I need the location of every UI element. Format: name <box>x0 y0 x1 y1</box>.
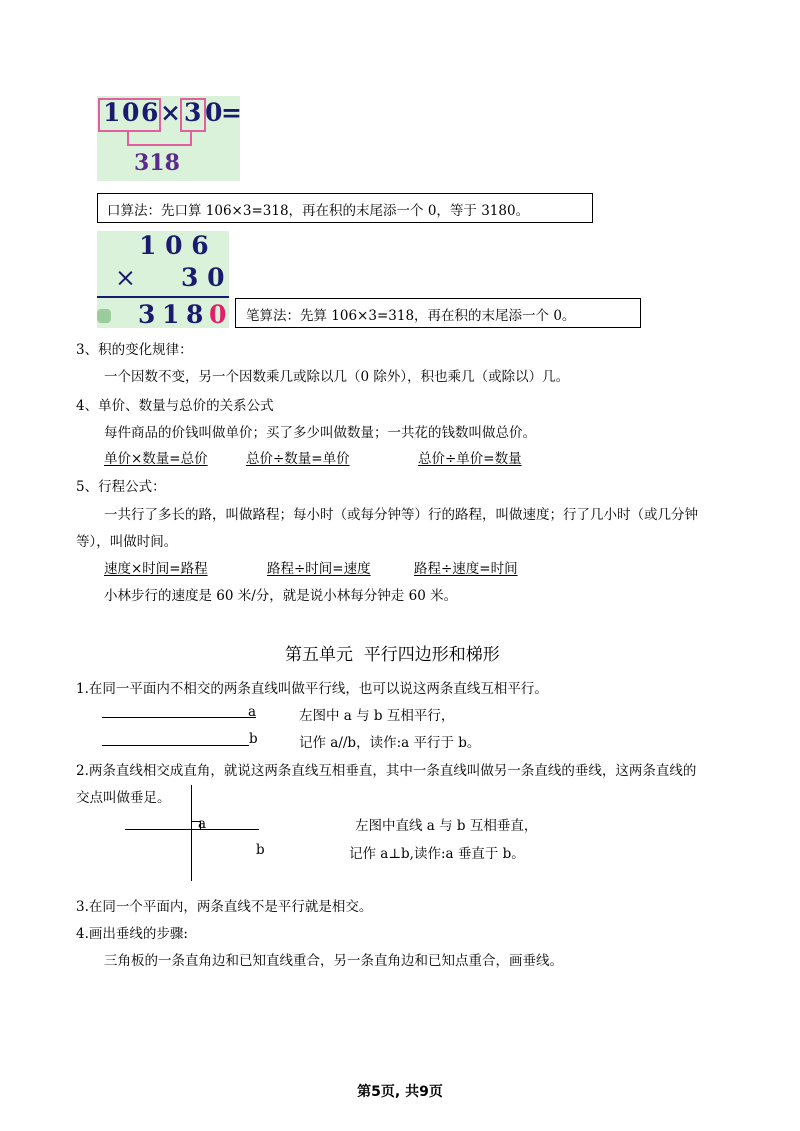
page-footer: 第5页, 共9页 <box>357 1084 443 1100</box>
partial-result: 318 <box>134 150 180 176</box>
perpendicular-definition: 交点叫做垂足。 <box>76 790 171 806</box>
parallel-notation: 记作 a//b，读作:a 平行于 b。 <box>299 735 481 751</box>
times-sign: × <box>115 263 136 292</box>
result-line <box>97 296 229 298</box>
decor-shape <box>97 309 111 323</box>
formula: 速度×时间=路程 <box>104 561 208 577</box>
label-b: b <box>249 731 258 747</box>
section-5-example: 小林步行的速度是 60 米/分，就是说小林每分钟走 60 米。 <box>104 588 458 604</box>
unit-title: 第五单元 平行四边形和梯形 <box>285 645 500 665</box>
perpendicular-line-a <box>191 785 192 881</box>
section-5-heading: 5、行程公式： <box>76 479 166 495</box>
section-5-body: 等），叫做时间。 <box>76 534 178 550</box>
label-a: a <box>248 704 257 720</box>
section-4-heading: 4、单价、数量与总价的关系公式 <box>76 398 274 414</box>
parallel-line-a <box>102 717 256 718</box>
formula: 总价÷单价=数量 <box>418 451 522 467</box>
section-4-body: 每件商品的价钱叫做单价；买了多少叫做数量；一共花的钱数叫做总价。 <box>104 425 536 441</box>
multiplier: 3 0 <box>181 263 225 292</box>
section-3-heading: 3、积的变化规律： <box>76 342 193 358</box>
digit: 3 <box>184 98 202 127</box>
steps-body: 三角板的一条直角边和已知直线重合，另一条直角边和已知点重合，画垂线。 <box>104 953 563 969</box>
formula: 路程÷时间=速度 <box>267 561 371 577</box>
multiplicand: 1 0 6 <box>139 231 209 260</box>
parallel-line-b <box>102 745 249 746</box>
bracket-connector <box>127 144 192 146</box>
digit: 0 <box>122 98 140 127</box>
perpendicular-notation: 记作 a⊥b,读作:a 垂直于 b。 <box>349 846 525 862</box>
written-calc-figure <box>97 231 229 328</box>
parallel-desc: 左图中 a 与 b 互相平行， <box>299 708 455 724</box>
perpendicular-desc: 左图中直线 a 与 b 互相垂直， <box>355 818 538 834</box>
written-method-text: 笔算法：先算 106×3=318，再在积的末尾添一个 0。 <box>246 308 576 324</box>
result-digit: 1 <box>162 300 180 329</box>
parallel-definition: 1.在同一平面内不相交的两条直线叫做平行线，也可以说这两条直线互相平行。 <box>76 681 548 697</box>
digit: 6 <box>141 98 159 127</box>
perpendicular-definition: 2.两条直线相交成直角，就说这两条直线互相垂直，其中一条直线叫做另一条直线的垂线，这两条直线的 <box>76 763 697 779</box>
label-a: a <box>198 816 207 832</box>
written-method-box <box>235 298 641 328</box>
parallel-or-intersect: 3.在同一个平面内，两条直线不是平行就是相交。 <box>76 899 373 915</box>
result-zero: 0 <box>209 300 227 329</box>
formula: 总价÷数量=单价 <box>246 451 350 467</box>
steps-heading: 4.画出垂线的步骤: <box>76 926 188 942</box>
oral-method-text: 口算法：先口算 106×3=318，再在积的末尾添一个 0，等于 3180。 <box>107 203 530 219</box>
equals-sign: = <box>221 98 242 127</box>
label-b: b <box>256 842 265 858</box>
times-sign: × <box>160 98 181 127</box>
oral-calc-figure <box>97 96 240 181</box>
section-5-body: 一共行了多长的路，叫做路程；每小时（或每分钟等）行的路程，叫做速度；行了几小时（或几分钟 <box>104 507 698 523</box>
digit: 1 <box>103 98 121 127</box>
formula: 路程÷速度=时间 <box>414 561 518 577</box>
oral-method-box <box>97 193 593 223</box>
formula: 单价×数量=总价 <box>104 451 208 467</box>
result-digit: 3 <box>138 300 156 329</box>
digit: 0 <box>205 98 223 127</box>
section-3-body: 一个因数不变，另一个因数乘几或除以几（0 除外），积也乘几（或除以）几。 <box>104 369 570 385</box>
result-digit: 8 <box>186 300 204 329</box>
